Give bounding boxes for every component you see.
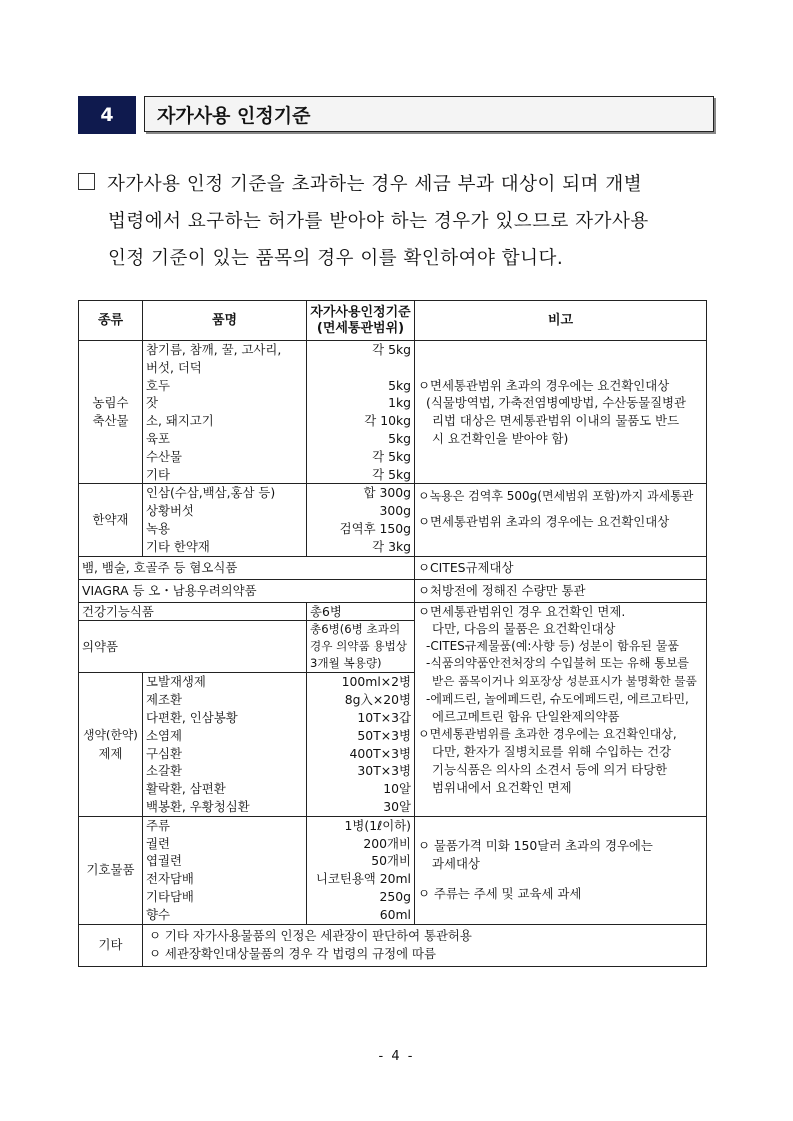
note-line: 다만, 다음의 물품은 요건확인대상 [432,621,616,637]
note-line: ㅇ면세통관범위를 초과한 경우에는 요건확인대상, [418,726,677,741]
kind-agri [79,341,143,484]
header-limit-line-1: 자가사용인정기준 [310,304,411,320]
kind-agri-line-2: 축산물 [92,413,129,429]
list-item: 전자담배 [146,871,194,887]
list-item: 소, 돼지고기 [146,413,214,429]
section-header [78,96,716,134]
header-limit [307,301,415,341]
items-herbal [143,484,307,556]
limit-value: 100ml×2병 [341,674,411,690]
list-item: 잣 [146,395,158,411]
table-row [79,484,707,556]
limit-value: 30T×3병 [357,763,411,779]
list-item: 백봉환, 우황청심환 [146,798,250,814]
list-item: 소염제 [146,727,182,743]
limits-herbal-medicine [307,673,415,816]
list-item: 기타 한약재 [146,538,210,554]
list-item: 제조환 [146,692,182,708]
limit-value: 8g入×20병 [344,692,411,708]
kind-agri-line-1: 농림수 [92,395,129,411]
limit-line: 3개월 복용량) [310,656,382,671]
list-item: 녹용 [146,520,170,536]
note-agri [415,341,707,484]
table-header-row [79,301,707,341]
header-limit-line-2: (면세통관범위) [316,320,405,336]
section-number: 4 [78,96,136,134]
items-agri [143,341,307,484]
note-line: 다만, 환자가 질병치료를 위해 수입하는 건강 [432,744,672,760]
limits-agri [307,341,415,484]
limit-value: 5kg [388,430,411,446]
note-cites: ㅇCITES규제대상 [415,556,707,579]
list-item: 참기름, 참깨, 꿀, 고사리, [146,342,282,357]
note-line: ㅇ 주류는 주세 및 교육세 과세 [418,886,582,902]
table-row [79,341,707,484]
limit-value: 각 5kg [372,466,411,482]
note-line: 리법 대상은 면세통관범위 이내의 물품도 반드 [432,413,680,429]
item-repulsive-food: 뱀, 뱀술, 호골주 등 혐오식품 [79,556,415,579]
items-luxury [143,816,307,924]
limits-luxury [307,816,415,924]
list-item: 다편환, 인삼봉황 [146,709,238,725]
list-item: 기타담배 [146,888,194,904]
kind-herbal-medicine [79,673,143,816]
note-line: 과세대상 [432,856,480,872]
note-luxury [415,816,707,924]
limits-herbal [307,484,415,556]
list-item: 기타 [146,466,170,482]
note-line: ㅇ 세관장확인대상물품의 경우 각 법령의 규정에 따름 [149,946,436,962]
limit-value: 각 5kg [372,342,411,357]
limit-value: 60ml [379,906,411,922]
limit-value: 검역후 150g [339,520,411,536]
limit-value: 250g [379,888,411,904]
limit-value: 니코틴용액 20ml [315,871,411,887]
header-kind: 종류 [79,301,143,341]
note-prescription: ㅇ처방전에 정해진 수량만 통관 [415,579,707,602]
note-line: -CITES규제물품(예:사향 등) 성분이 함유된 물품 [426,638,679,653]
note-line: ㅇ 기타 자가사용물품의 인정은 세관장이 판단하여 통관허용 [149,928,472,944]
limit-value: 200개비 [363,835,411,851]
limit-value: 10알 [383,781,411,797]
limit-value: 50개비 [371,853,411,869]
limit-value: 각 3kg [372,538,411,554]
intro-line-2: 법령에서 요구하는 허가를 받아야 하는 경우가 있으므로 자가사용 [108,211,649,232]
header-note: 비고 [415,301,707,341]
list-item: 궐련 [146,835,170,851]
intro-line-1: 자가사용 인정 기준을 초과하는 경우 세금 부과 대상이 되며 개별 [107,174,643,195]
list-item: 활락환, 삼편환 [146,781,226,797]
list-item: 버섯, 더덕 [146,359,202,375]
list-item: 구심환 [146,745,182,761]
intro-paragraph [78,166,718,277]
list-item: 소갈환 [146,763,182,779]
limit-line: 경우 의약품 용법상 [310,639,407,654]
items-herbal-medicine [143,673,307,816]
list-item: 상황버섯 [146,503,194,519]
kind-herbal: 한약재 [79,484,143,556]
kind-luxury: 기호물품 [79,816,143,924]
page-number: - 4 - [378,1049,415,1064]
list-item: 주류 [146,817,170,833]
table-row [79,556,707,579]
list-item: 육포 [146,430,170,446]
note-line: ㅇ 물품가격 미화 150달러 초과의 경우에는 [418,838,653,854]
limit-value: 10T×3갑 [357,709,411,725]
limit-value: 50T×3병 [357,727,411,743]
list-item: 호두 [146,377,170,393]
note-medicine [415,602,707,816]
note-line: ㅇ녹용은 검역후 500g(면세범위 포함)까지 과세통관 [418,489,694,504]
limit-health-food: 총6병 [307,602,415,621]
limit-value: 30알 [383,798,411,814]
table-row [79,816,707,924]
note-line: 기능식품은 의사의 소견서 등에 의거 타당한 [432,761,668,777]
item-medicine: 의약품 [79,621,307,673]
table-row [79,924,707,966]
limit-value: 각 10kg [364,413,411,429]
limit-value: 5kg [388,377,411,393]
note-etc [143,924,707,966]
note-line: -식품의약품안전처장의 수입불허 또는 유해 통보를 [426,656,690,671]
table-row [79,602,707,621]
item-health-food: 건강기능식품 [79,602,307,621]
limit-line: 총6병(6병 초과의 [310,622,401,637]
note-line: (식물방역법, 가축전염병예방법, 수산동물질병관 [426,395,686,411]
list-item: 수산물 [146,448,182,464]
limit-value: 1병(1ℓ이하) [344,817,411,833]
header-item: 품명 [143,301,307,341]
note-line: 에르고메트린 함유 단일완제의약품 [432,709,620,725]
note-line: -에페드린, 놀에페드린, 슈도에페드린, 에르고타민, [426,691,689,706]
limit-value [310,359,411,377]
item-viagra: VIAGRA 등 오・남용우려의약품 [79,579,415,602]
note-line: ㅇ면세통관범위인 경우 요건확인 면제. [418,603,626,619]
limit-value: 400T×3병 [349,745,411,761]
kind-etc: 기타 [79,924,143,966]
list-item: 향수 [146,906,170,922]
table-row [79,579,707,602]
list-item: 인삼(수삼,백삼,홍삼 등) [146,485,276,501]
note-herbal [415,484,707,556]
section-title: 자가사용 인정기준 [144,96,714,132]
note-line: 받은 품목이거나 외포장상 성분표시가 불명확한 물품 [432,673,697,688]
limit-value: 각 5kg [372,448,411,464]
note-line: 범위내에서 요건확인 면제 [432,779,572,795]
intro-line-3: 인정 기준이 있는 품목의 경우 이를 확인하여야 합니다. [108,248,564,269]
list-item: 모발재생제 [146,674,206,690]
kind-line: 생약(한약) [83,727,138,742]
note-line: 시 요건확인을 받아야 함) [432,430,569,446]
note-line: ㅇ면세통관범위 초과의 경우에는 요건확인대상 [418,514,670,530]
limit-value: 합 300g [363,485,411,501]
limit-value: 300g [379,503,411,519]
limit-medicine [307,621,415,673]
self-use-criteria-table [78,300,707,967]
note-line: ㅇ면세통관범위 초과의 경우에는 요건확인대상 [418,377,670,393]
kind-line: 제제 [98,745,123,761]
limit-value: 1kg [388,395,411,411]
list-item: 엽궐련 [146,853,182,869]
checkbox-square-icon [78,173,95,190]
